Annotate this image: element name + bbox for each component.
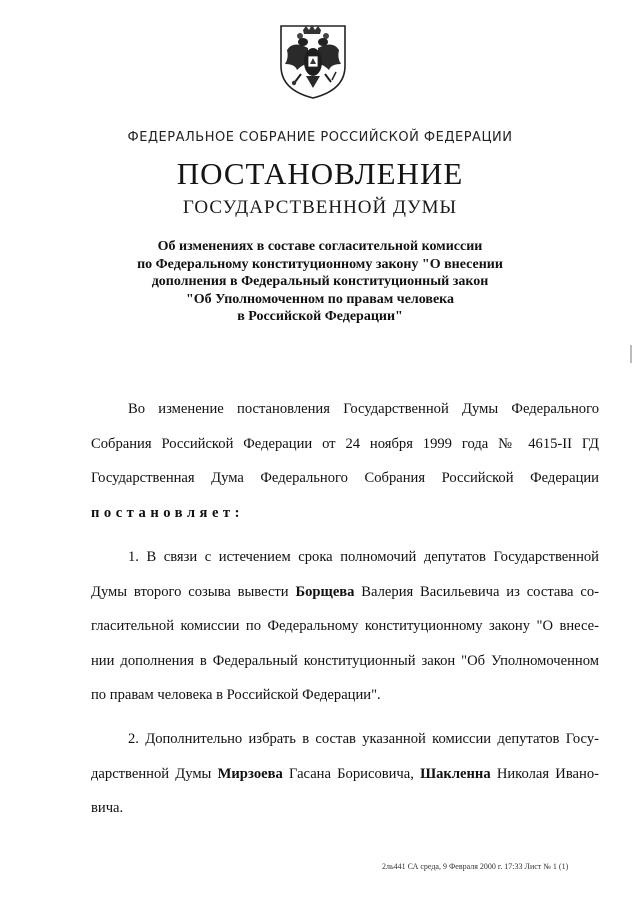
item-2-line: 2. Дополнительно избрать в состав указанной комиссии депутатов Госу- <box>128 731 599 747</box>
document-title <box>0 238 640 326</box>
title-line: в Российской Федерации" <box>237 309 403 324</box>
deputy-name-mirzoev: Мирзоева <box>217 765 283 782</box>
russian-coat-of-arms-icon <box>275 20 351 100</box>
document-type-heading: ПОСТАНОВЛЕНИЕ <box>176 156 464 191</box>
title-line: "Об Уполномоченном по правам человека <box>185 291 455 307</box>
item-2-line: вича. <box>91 800 124 816</box>
item-1-text: Думы второго созыва вывести <box>91 583 296 600</box>
issuing-body-heading: ГОСУДАРСТВЕННОЙ ДУМЫ <box>182 197 458 218</box>
preamble-paragraph <box>91 392 599 530</box>
item-2-line <box>91 757 599 792</box>
item-1-text: Валерия Васильевича из состава со- <box>354 583 599 600</box>
item-2-text: дарственной Думы <box>91 765 218 782</box>
decrees-word: постановляет: <box>91 504 244 521</box>
item-2-text: Гасана Борисовича, <box>282 765 421 782</box>
title-line: по Федеральному конституционному закону "О внесении <box>137 256 503 272</box>
preamble-line: Во изменение постановления Государственной Думы Федерального <box>128 401 599 417</box>
preamble-line: Государственная Дума Федерального Собрания Российской Федерации <box>91 470 599 486</box>
deputy-name-borshchev: Борщева <box>295 583 355 600</box>
deputy-name-shaklein: Шакленна <box>420 765 491 782</box>
preamble-line: Собрания Российской Федерации от 24 ноября 1999 года № 4615-II ГД <box>91 435 599 452</box>
item-2-text: Николая Ивано- <box>490 765 599 782</box>
title-line: Об изменениях в составе согласительной комиссии <box>157 239 483 254</box>
title-line: дополнения в Федеральный конституционный закон <box>151 274 489 289</box>
item-1-paragraph <box>91 540 599 713</box>
item-1-line: по правам человека в Российской Федерации". <box>91 687 381 703</box>
scan-margin-mark <box>630 345 632 363</box>
assembly-heading: ФЕДЕРАЛЬНОЕ СОБРАНИЕ РОССИЙСКОЙ ФЕДЕРАЦИИ <box>127 130 513 145</box>
item-1-line: гласительной комиссии по Федеральному конституционному закону "О внесе- <box>91 618 599 634</box>
item-1-line <box>91 575 599 610</box>
page-footer: 2ль441 СА среда, 9 Февраля 2000 г. 17:33 Лист № 1 (1) <box>382 862 569 871</box>
item-2-paragraph <box>91 722 599 826</box>
item-1-line: 1. В связи с истечением срока полномочий депутатов Государственной <box>128 549 599 565</box>
item-1-line: нии дополнения в Федеральный конституционный закон "Об Уполномоченном <box>91 652 599 669</box>
